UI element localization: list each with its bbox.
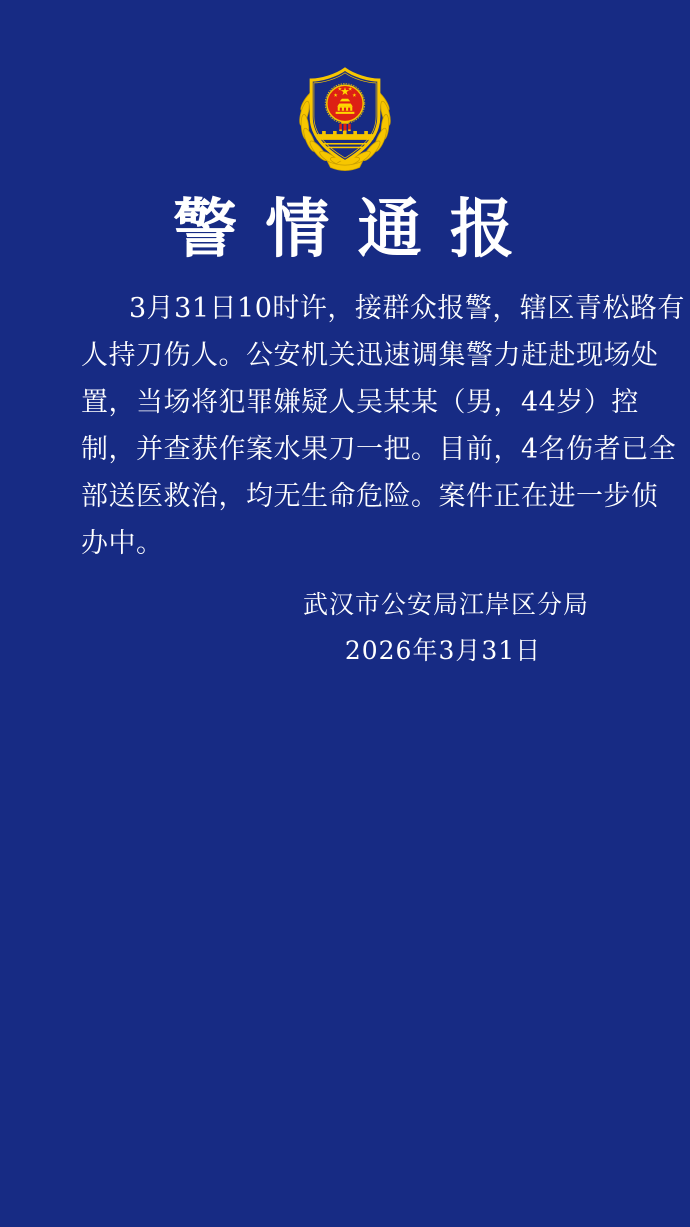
- issuer-name: 武汉市公安局江岸区分局: [303, 590, 590, 619]
- body-line-2: 人持刀伤人。公安机关迅速调集警力赶赴现场处: [81, 340, 659, 371]
- body-line-4: 制，并查获作案水果刀一把。目前，4名伤者已全: [81, 434, 677, 465]
- body-line-5: 部送医救治，均无生命危险。案件正在进一步侦: [81, 481, 659, 512]
- notice-signoff: [303, 590, 590, 665]
- body-line-6: 办中。: [81, 528, 164, 559]
- body-line-3: 置，当场将犯罪嫌疑人吴某某（男，44岁）控: [81, 387, 639, 418]
- notice-body: [81, 285, 685, 567]
- notice-title: 警 情 通 报: [173, 192, 517, 267]
- body-line-1: 3月31日10时许，接群众报警，辖区青松路有: [129, 293, 685, 324]
- issue-date: 2026年3月31日: [344, 636, 542, 665]
- police-badge-icon: [293, 60, 397, 174]
